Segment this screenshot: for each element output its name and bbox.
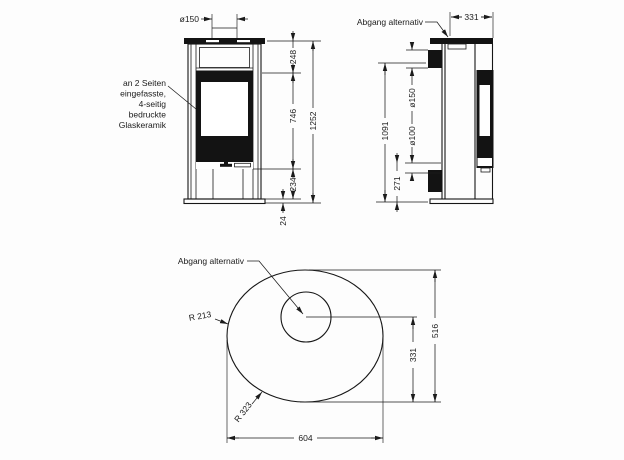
top-plate-slit	[206, 40, 219, 42]
side-handle-strip	[478, 158, 493, 166]
top-dim-331: 331	[408, 347, 418, 363]
side-flue-diameter-dim: ø150	[407, 88, 417, 108]
front-glass-window	[201, 82, 248, 136]
glass-label-leader	[168, 86, 196, 109]
front-dim-24: 24	[278, 216, 288, 226]
alternative-outlet-port	[448, 44, 466, 49]
top-dim-604: 604	[298, 433, 313, 443]
door-handle	[220, 164, 232, 167]
side-glass-window	[480, 85, 491, 136]
side-outlet-leader	[425, 22, 448, 37]
side-dim-1091: 1091	[380, 121, 390, 141]
side-door-tab	[481, 168, 490, 172]
top-dim-516: 516	[430, 323, 440, 339]
side-flue-stub	[428, 50, 442, 68]
front-view	[119, 14, 321, 226]
flue-collar-extension-lines	[212, 14, 237, 38]
glass-label-line: Glaskeramik	[118, 120, 166, 130]
glass-label-line: bedruckte	[128, 109, 166, 120]
side-dim-271: 271	[392, 176, 402, 191]
top-outlet-label: Abgang alternativ	[177, 256, 244, 266]
front-flue-diameter-dim: ø150	[179, 14, 199, 24]
top-view	[178, 256, 441, 443]
top-radius-323: R 323	[232, 399, 254, 425]
top-plate-slit	[237, 40, 250, 42]
radius-323-leader	[252, 392, 262, 404]
front-base-dividers	[213, 169, 243, 199]
glass-label-line: an 2 Seiten	[122, 78, 166, 88]
side-view	[357, 12, 494, 212]
side-dim-331: 331	[464, 12, 479, 22]
front-dim-248: 248	[288, 49, 298, 65]
side-outlet-label: Abgang alternativ	[356, 17, 423, 27]
side-inlet-diameter-dim: ø100	[407, 126, 417, 146]
glass-label-line: 4-seitig	[138, 99, 166, 109]
glass-label	[119, 78, 196, 130]
front-bottom-plate	[184, 199, 265, 204]
top-radius-213: R 213	[187, 309, 213, 323]
front-dim-234: 234	[288, 177, 298, 192]
top-body-ellipse	[227, 270, 383, 402]
front-dim-746: 746	[288, 108, 298, 124]
front-upper-panel	[200, 48, 250, 68]
front-top-plate	[184, 38, 265, 44]
glass-label-line: eingefasste,	[120, 88, 166, 99]
side-bottom-plate	[430, 199, 493, 204]
side-top-plate	[430, 38, 493, 44]
top-outlet-leader	[247, 261, 303, 314]
front-dim-1252: 1252	[308, 111, 318, 131]
radius-213-leader	[215, 319, 228, 324]
door-handle-knob	[224, 162, 228, 165]
